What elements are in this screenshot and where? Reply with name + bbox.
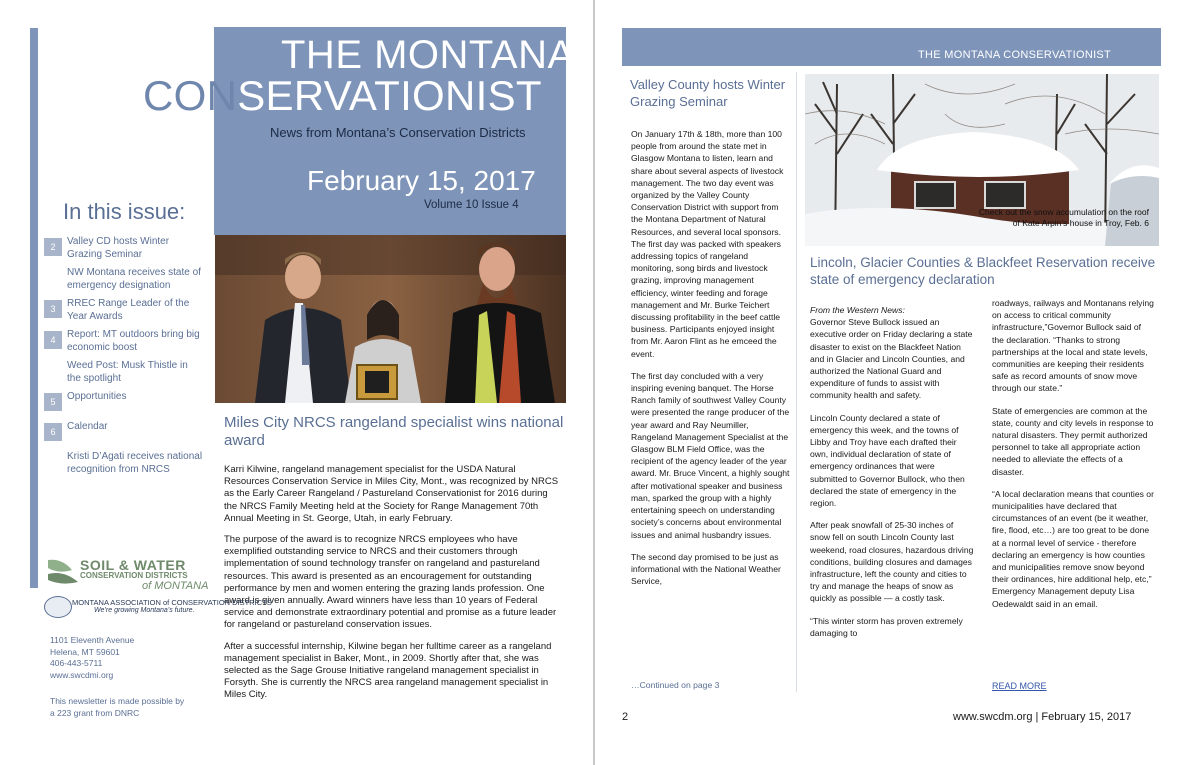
issue-page-badge: 3 [44, 300, 62, 318]
masthead-title-line-2 [143, 72, 542, 120]
macd-seal-icon [44, 596, 72, 618]
masthead-title-line-1: THE MONTANA [281, 33, 575, 77]
issue-item[interactable] [44, 298, 204, 323]
column-divider [796, 72, 797, 692]
valley-article-headline: Valley County hosts Winter Grazing Seminar [630, 77, 786, 109]
newsletter-page-2 [595, 0, 1188, 765]
contact-block [50, 635, 134, 681]
sw-logo-line-3: of MONTANA [142, 580, 209, 592]
masthead-subtitle: News from Montana’s Conservation Districts [270, 125, 526, 140]
photo-caption: Check out the snow accumulation on the roof of Kate Arpin’s house in Troy, Feb. 6 [978, 207, 1149, 228]
page-header-title: THE MONTANA CONSERVATIONIST [918, 49, 1112, 61]
contact-phone: 406-443-5711 [50, 658, 103, 668]
newsletter-page-1 [0, 0, 593, 765]
issue-item-label: Calendar [67, 421, 108, 432]
emergency-paragraph: Lincoln County declared a state of emergency this week, and the towns of Libby and Troy have each drafted their own, individual declaration of state of emergency ordinances that were submitted to Governor Bullock, who then declared the state of emergency in the region. [810, 412, 965, 509]
issue-page-badge [44, 453, 62, 471]
award-paragraph: The purpose of the award is to recognize NRCS employees who have exemplified outstanding service to NRCS and their customers through implementation of sound technology transfer on rangeland and pastureland resources. This award is presented as an encouragement for outstanding performance by men and women entering the grazing lands profession. One award is given annually. Award winners have less than 10 years of Federal service and demonstrate extraordinary potential and promise as a future leader for rangeland or pastureland conservation issues. [224, 534, 557, 631]
award-photo [215, 235, 566, 403]
issue-item-label: Opportunities [67, 391, 127, 402]
contact-address: 1101 Eleventh Avenue [50, 635, 135, 645]
emergency-text: Governor Steve Bullock issued an executive order on Friday declaring a state disaster to exist on the Blackfeet Nation and in Glacier and Lincoln Counties, and authorized the National Guard and expenditure of funds to assist with community health and safety. [810, 317, 973, 401]
emergency-paragraph [810, 304, 974, 402]
emergency-paragraph: After peak snowfall of 25-30 inches of snow fell on south Lincoln County last weekend, road closures, hazardous driving conditions, building closures and damages infrastructure, left the county and cities to try and manage the heaps of snow as quickly as possible — a costly task. [810, 520, 974, 604]
contact-city: Helena, MT 59601 [50, 646, 120, 657]
header-divider [622, 66, 804, 68]
issue-item[interactable] [44, 329, 204, 354]
contact-website[interactable]: www.swcdmi.org [50, 669, 114, 680]
award-article-headline: Miles City NRCS rangeland specialist wins national award [224, 414, 564, 449]
issue-item[interactable] [44, 391, 204, 415]
footer-site-date: www.swcdm.org | February 15, 2017 [953, 711, 1132, 723]
issue-page-badge: 2 [44, 238, 62, 256]
emergency-paragraph: roadways, railways and Montanans relying on access to critical community infrastructure,”Governor Bullock said of the declaration. “Thanks to strong partnerships at the local and state levels, communities are keeping their residents safe as record amounts of snow move through our state.” [992, 298, 1154, 394]
issue-item[interactable] [44, 236, 204, 261]
issue-item[interactable] [44, 421, 204, 445]
sw-logo-line-1: SOIL & WATER [80, 557, 186, 573]
issue-page-badge: 6 [44, 423, 62, 441]
issue-item-label: NW Montana receives state of emergency designation [67, 267, 201, 291]
issue-item-label: Report: MT outdoors bring big economic boost [67, 329, 200, 353]
emergency-paragraph: “This winter storm has proven extremely damaging to [810, 615, 963, 638]
issue-page-badge: 5 [44, 393, 62, 411]
in-this-issue-list [44, 236, 204, 482]
emergency-column-1 [810, 304, 974, 649]
sw-logo-line-2: CONSERVATION DISTRICTS [80, 571, 188, 580]
page-number: 2 [622, 711, 629, 723]
emergency-article-headline: Lincoln, Glacier Counties & Blackfeet Reservation receive state of emergency declaration [810, 255, 1156, 287]
continued-link[interactable]: …Continued on page 3 [631, 680, 720, 690]
masthead-title-part-b: SERVATIONIST [237, 72, 542, 119]
valley-article-body [631, 128, 791, 597]
issue-item[interactable] [44, 267, 204, 292]
masthead-title-part-a: CON [143, 72, 238, 119]
macd-logo-tagline: We’re growing Montana’s future. [94, 607, 195, 614]
emergency-paragraph: State of emergencies are common at the state, county and city levels in response to natural disasters. They permit authorized personnel to take all appropriate action needed to alleviate the effects of a disaster. [992, 405, 1154, 477]
issue-item-label: RREC Range Leader of the Year Awards [67, 298, 190, 322]
emergency-paragraph: “A local declaration means that counties or municipalities have declared that circumstances of an event (be it weather, fire, flood, etc…) are too great to be done at a normal level of service - therefore declaring an emergency is how counties and municipalities remove snow beyond their ordinances, hire additional help, etc,” Emergency Management deputy Lisa Oedewaldt said in an email. [992, 488, 1154, 609]
issue-page-badge: 4 [44, 331, 62, 349]
valley-paragraph: The first day concluded with a very inspiring evening banquet. The Horse Ranch family of southwest Valley County were presented the range producer of the year award and Ray Neumiller, Rangeland Management Specialist at the Glasgow BLM Field Office, was the recipient of the agency leader of the year award. Mr. Bruce Vincent, a highly sought after motivational speaker and business man, sparked the group with a highly entertaining speech on understanding society’s concerns about environmental issues and animal husbandry issues. [631, 370, 790, 540]
macd-logo-line-1: MONTANA ASSOCIATION of CONSERVATION DISTRICTS [72, 598, 272, 607]
issue-page-badge [44, 269, 62, 287]
award-paragraph: Karri Kilwine, rangeland management specialist for the USDA Natural Resources Conservation Service in Miles City, Mont., was recognized by NRCS as the Early Career Rangeland / Pastureland Conservationist for 2016 during the NRCS Family Meeting held at the Society for Range Management 70th Annual Meeting in St. George, Utah, in early February. [224, 464, 559, 524]
left-accent-rule [30, 28, 38, 588]
issue-item[interactable] [44, 360, 204, 385]
issue-item-label: Kristi D’Agati receives national recognition from NRCS [67, 451, 203, 475]
issue-volume: Volume 10 Issue 4 [424, 199, 519, 211]
issue-page-badge [44, 362, 62, 380]
award-paragraph: After a successful internship, Kilwine began her fulltime career as a rangeland management specialist in Baker, Mont., in 2009. Shortly after that, she was selected as the Sage Grouse Initiative rangeland management specialist in Forsyth. She is currently the NRCS area rangeland management specialist in Miles City. [224, 640, 552, 701]
award-article-body [224, 464, 560, 711]
issue-item-label: Valley CD hosts Winter Grazing Seminar [67, 236, 170, 260]
article-source: From the Western News: [810, 305, 905, 315]
read-more-link[interactable]: READ MORE [992, 681, 1047, 691]
in-this-issue-heading: In this issue: [63, 199, 186, 224]
issue-item[interactable] [44, 451, 204, 476]
emergency-column-2 [992, 297, 1154, 620]
valley-paragraph: On January 17th & 18th, more than 100 people from around the state met in Glasgow Montana to listen, learn and share about several aspects of livestock management. The two day event was organized by the Valley County Conservation District with support from the Montana Department of Natural Resources, and several local sponsors. The first day was packed with speakers addressing topics of rangeland monitoring, song birds and livestock grazing, improving management efficiency, winter feeding and forage management and Mr. Burke Teichert discussing profitability in the beef cattle business. Participants enjoyed insight from Mr. Aaron Flint as he emceed the event. [631, 129, 784, 359]
valley-paragraph: The second day promised to be just as informational with the National Weather Service, [631, 551, 781, 587]
issue-item-label: Weed Post: Musk Thistle in the spotlight [67, 360, 188, 384]
issue-date: February 15, 2017 [307, 165, 536, 196]
grant-note: This newsletter is made possible by a 223 grant from DNRC [50, 696, 185, 718]
